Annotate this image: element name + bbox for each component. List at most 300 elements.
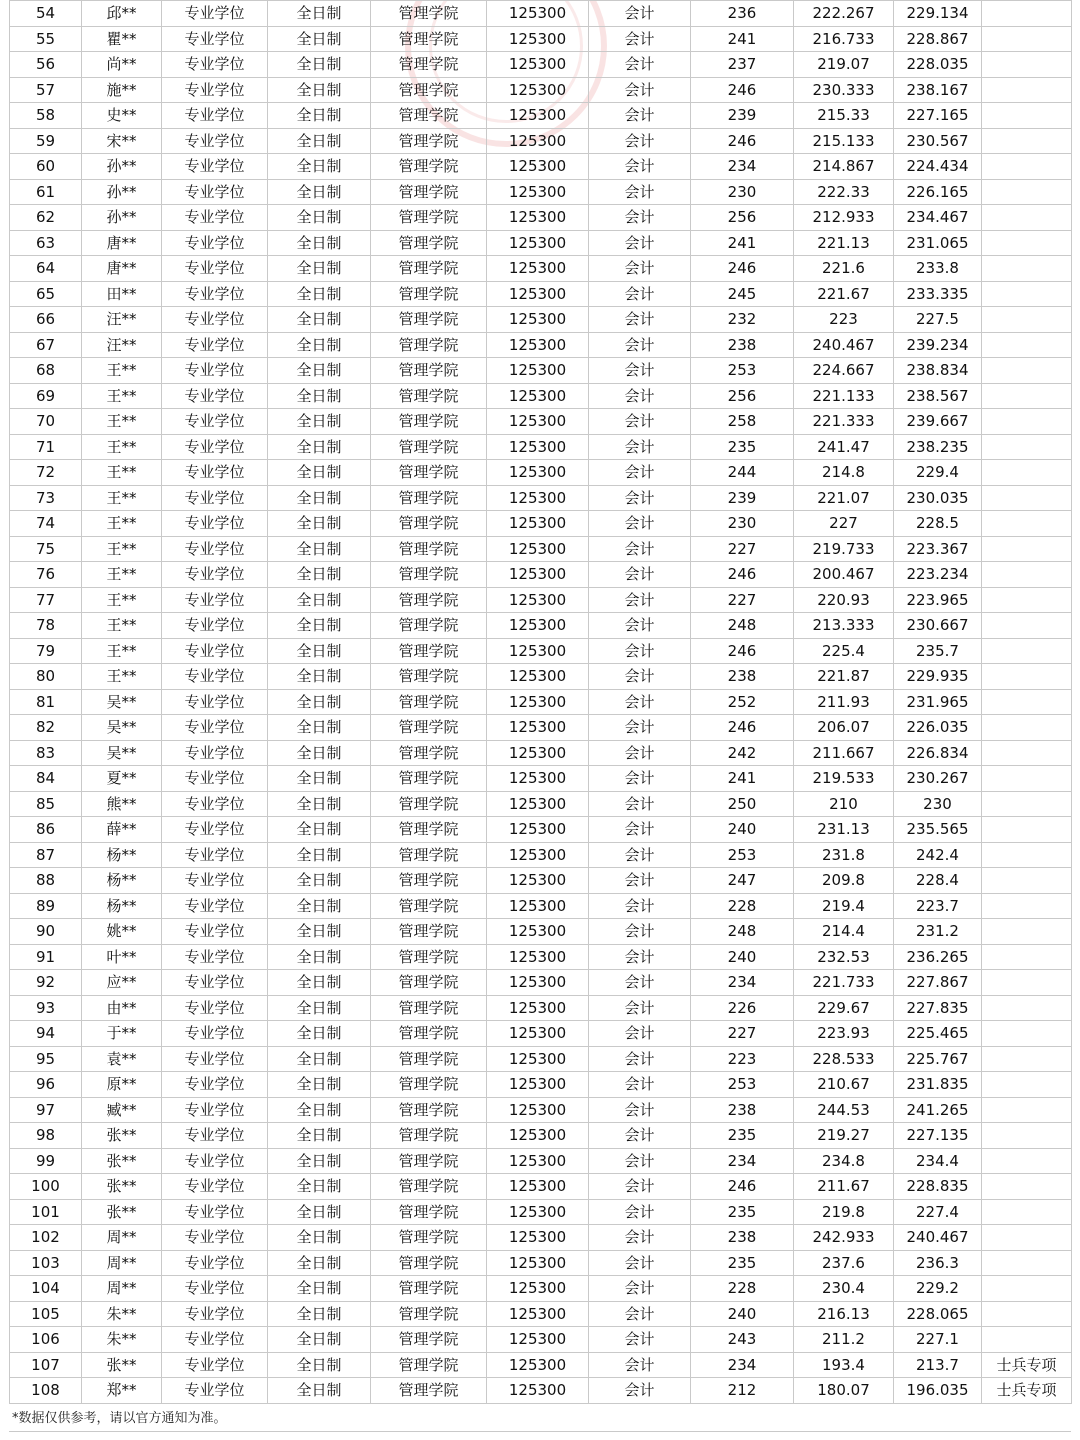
table-row [10,332,1072,358]
cell-remark [982,1,1072,27]
cell-degree-type: 专业学位 [162,1097,268,1123]
cell-school: 管理学院 [371,1123,487,1149]
cell-exam-score: 245 [691,281,794,307]
table-bottom-border [9,1431,1071,1432]
table-row [10,689,1072,715]
cell-school: 管理学院 [371,1072,487,1098]
table-row [10,1148,1072,1174]
cell-name: 史** [82,103,162,129]
cell-remark [982,179,1072,205]
table-row [10,893,1072,919]
cell-index: 83 [10,740,82,766]
table-row [10,154,1072,180]
cell-exam-score: 230 [691,179,794,205]
cell-remark [982,358,1072,384]
cell-remark [982,103,1072,129]
cell-major: 会计 [589,52,691,78]
cell-major: 会计 [589,1301,691,1327]
cell-major-code: 125300 [487,995,589,1021]
cell-remark [982,205,1072,231]
cell-name: 王** [82,664,162,690]
cell-retest-score: 221.133 [794,383,894,409]
cell-total-score: 225.465 [894,1021,982,1047]
cell-school: 管理学院 [371,179,487,205]
cell-degree-type: 专业学位 [162,715,268,741]
cell-major: 会计 [589,1250,691,1276]
cell-major: 会计 [589,919,691,945]
cell-degree-type: 专业学位 [162,230,268,256]
cell-major: 会计 [589,511,691,537]
cell-name: 张** [82,1174,162,1200]
cell-exam-score: 223 [691,1046,794,1072]
table-row [10,1174,1072,1200]
cell-major: 会计 [589,562,691,588]
cell-retest-score: 223 [794,307,894,333]
cell-school: 管理学院 [371,842,487,868]
cell-study-mode: 全日制 [268,485,371,511]
cell-exam-score: 240 [691,944,794,970]
cell-remark [982,1123,1072,1149]
cell-exam-score: 235 [691,1250,794,1276]
cell-index: 67 [10,332,82,358]
cell-major: 会计 [589,638,691,664]
cell-degree-type: 专业学位 [162,791,268,817]
cell-major-code: 125300 [487,1072,589,1098]
cell-school: 管理学院 [371,664,487,690]
cell-study-mode: 全日制 [268,1199,371,1225]
cell-retest-score: 230.4 [794,1276,894,1302]
footnote: *数据仅供参考，请以官方通知为准。 [12,1411,227,1426]
cell-study-mode: 全日制 [268,1046,371,1072]
cell-name: 孙** [82,154,162,180]
admission-score-table [9,0,1072,1404]
cell-index: 85 [10,791,82,817]
cell-school: 管理学院 [371,919,487,945]
cell-index: 68 [10,358,82,384]
cell-name: 王** [82,536,162,562]
table-row [10,52,1072,78]
cell-retest-score: 216.733 [794,26,894,52]
cell-major-code: 125300 [487,1327,589,1353]
cell-exam-score: 248 [691,919,794,945]
cell-total-score: 230.567 [894,128,982,154]
cell-school: 管理学院 [371,791,487,817]
cell-study-mode: 全日制 [268,587,371,613]
cell-major-code: 125300 [487,740,589,766]
cell-retest-score: 234.8 [794,1148,894,1174]
cell-name: 周** [82,1225,162,1251]
cell-major-code: 125300 [487,1225,589,1251]
cell-study-mode: 全日制 [268,970,371,996]
cell-major: 会计 [589,1046,691,1072]
cell-school: 管理学院 [371,715,487,741]
cell-school: 管理学院 [371,1046,487,1072]
cell-study-mode: 全日制 [268,868,371,894]
cell-index: 98 [10,1123,82,1149]
cell-total-score: 238.567 [894,383,982,409]
cell-name: 袁** [82,1046,162,1072]
cell-degree-type: 专业学位 [162,638,268,664]
cell-exam-score: 240 [691,1301,794,1327]
cell-exam-score: 234 [691,1148,794,1174]
table-row [10,664,1072,690]
cell-remark [982,919,1072,945]
cell-degree-type: 专业学位 [162,1174,268,1200]
cell-name: 邱** [82,1,162,27]
cell-total-score: 238.167 [894,77,982,103]
cell-remark [982,842,1072,868]
table-row [10,1097,1072,1123]
table-row [10,1327,1072,1353]
cell-major: 会计 [589,944,691,970]
cell-exam-score: 246 [691,1174,794,1200]
cell-major-code: 125300 [487,893,589,919]
table-row [10,205,1072,231]
cell-exam-score: 258 [691,409,794,435]
cell-major-code: 125300 [487,256,589,282]
table-row [10,868,1072,894]
cell-retest-score: 210.67 [794,1072,894,1098]
cell-degree-type: 专业学位 [162,868,268,894]
cell-retest-score: 237.6 [794,1250,894,1276]
cell-study-mode: 全日制 [268,1021,371,1047]
cell-school: 管理学院 [371,740,487,766]
cell-major-code: 125300 [487,26,589,52]
cell-exam-score: 237 [691,52,794,78]
cell-study-mode: 全日制 [268,1378,371,1404]
cell-major-code: 125300 [487,281,589,307]
cell-index: 78 [10,613,82,639]
cell-degree-type: 专业学位 [162,562,268,588]
cell-major-code: 125300 [487,358,589,384]
cell-exam-score: 246 [691,562,794,588]
cell-remark [982,1046,1072,1072]
cell-name: 原** [82,1072,162,1098]
table-row [10,1378,1072,1404]
cell-name: 薛** [82,817,162,843]
cell-exam-score: 226 [691,995,794,1021]
cell-total-score: 227.5 [894,307,982,333]
cell-study-mode: 全日制 [268,52,371,78]
cell-total-score: 223.965 [894,587,982,613]
cell-major: 会计 [589,689,691,715]
cell-index: 94 [10,1021,82,1047]
cell-index: 92 [10,970,82,996]
cell-major-code: 125300 [487,383,589,409]
cell-index: 87 [10,842,82,868]
cell-school: 管理学院 [371,944,487,970]
cell-major: 会计 [589,1352,691,1378]
cell-major-code: 125300 [487,766,589,792]
table-row [10,1021,1072,1047]
cell-remark [982,281,1072,307]
cell-name: 吴** [82,689,162,715]
cell-index: 90 [10,919,82,945]
cell-exam-score: 246 [691,256,794,282]
cell-major: 会计 [589,179,691,205]
cell-degree-type: 专业学位 [162,1327,268,1353]
cell-school: 管理学院 [371,409,487,435]
cell-total-score: 226.035 [894,715,982,741]
cell-exam-score: 227 [691,536,794,562]
cell-total-score: 236.3 [894,1250,982,1276]
cell-major: 会计 [589,868,691,894]
table-row [10,281,1072,307]
cell-remark [982,1276,1072,1302]
cell-degree-type: 专业学位 [162,1378,268,1404]
cell-study-mode: 全日制 [268,281,371,307]
cell-study-mode: 全日制 [268,256,371,282]
cell-remark [982,1148,1072,1174]
cell-degree-type: 专业学位 [162,613,268,639]
cell-total-score: 230 [894,791,982,817]
cell-name: 唐** [82,256,162,282]
cell-index: 70 [10,409,82,435]
cell-name: 张** [82,1199,162,1225]
cell-study-mode: 全日制 [268,128,371,154]
cell-degree-type: 专业学位 [162,995,268,1021]
cell-major-code: 125300 [487,817,589,843]
cell-study-mode: 全日制 [268,1276,371,1302]
cell-degree-type: 专业学位 [162,1250,268,1276]
cell-study-mode: 全日制 [268,893,371,919]
cell-exam-score: 252 [691,689,794,715]
cell-name: 应** [82,970,162,996]
cell-retest-score: 214.4 [794,919,894,945]
cell-study-mode: 全日制 [268,205,371,231]
cell-retest-score: 210 [794,791,894,817]
cell-name: 王** [82,485,162,511]
cell-exam-score: 228 [691,893,794,919]
cell-remark [982,1301,1072,1327]
cell-exam-score: 238 [691,664,794,690]
cell-remark: 士兵专项 [982,1352,1072,1378]
cell-degree-type: 专业学位 [162,1301,268,1327]
cell-total-score: 234.467 [894,205,982,231]
cell-remark: 士兵专项 [982,1378,1072,1404]
cell-major-code: 125300 [487,1199,589,1225]
cell-study-mode: 全日制 [268,664,371,690]
cell-school: 管理学院 [371,511,487,537]
cell-major: 会计 [589,893,691,919]
cell-major: 会计 [589,1072,691,1098]
cell-school: 管理学院 [371,562,487,588]
cell-major-code: 125300 [487,944,589,970]
cell-major-code: 125300 [487,409,589,435]
cell-exam-score: 239 [691,485,794,511]
cell-school: 管理学院 [371,1021,487,1047]
cell-remark [982,868,1072,894]
cell-index: 88 [10,868,82,894]
cell-exam-score: 227 [691,1021,794,1047]
cell-name: 张** [82,1148,162,1174]
cell-major-code: 125300 [487,1097,589,1123]
cell-retest-score: 220.93 [794,587,894,613]
cell-degree-type: 专业学位 [162,383,268,409]
cell-total-score: 196.035 [894,1378,982,1404]
cell-name: 姚** [82,919,162,945]
cell-retest-score: 214.867 [794,154,894,180]
cell-study-mode: 全日制 [268,179,371,205]
cell-school: 管理学院 [371,485,487,511]
cell-retest-score: 222.33 [794,179,894,205]
cell-total-score: 230.267 [894,766,982,792]
cell-remark [982,485,1072,511]
cell-index: 54 [10,1,82,27]
cell-index: 77 [10,587,82,613]
cell-degree-type: 专业学位 [162,460,268,486]
cell-school: 管理学院 [371,1352,487,1378]
cell-exam-score: 246 [691,638,794,664]
cell-major-code: 125300 [487,587,589,613]
cell-retest-score: 224.667 [794,358,894,384]
cell-total-score: 227.4 [894,1199,982,1225]
cell-name: 郑** [82,1378,162,1404]
cell-major-code: 125300 [487,791,589,817]
cell-degree-type: 专业学位 [162,154,268,180]
cell-retest-score: 206.07 [794,715,894,741]
cell-study-mode: 全日制 [268,944,371,970]
cell-school: 管理学院 [371,970,487,996]
cell-school: 管理学院 [371,817,487,843]
cell-retest-score: 240.467 [794,332,894,358]
cell-exam-score: 246 [691,128,794,154]
cell-school: 管理学院 [371,307,487,333]
cell-total-score: 228.035 [894,52,982,78]
cell-total-score: 228.835 [894,1174,982,1200]
cell-major-code: 125300 [487,1276,589,1302]
cell-degree-type: 专业学位 [162,1276,268,1302]
cell-major: 会计 [589,536,691,562]
cell-index: 82 [10,715,82,741]
cell-index: 79 [10,638,82,664]
cell-degree-type: 专业学位 [162,485,268,511]
cell-remark [982,740,1072,766]
cell-index: 106 [10,1327,82,1353]
cell-major-code: 125300 [487,205,589,231]
cell-remark [982,1021,1072,1047]
cell-school: 管理学院 [371,1250,487,1276]
cell-remark [982,536,1072,562]
cell-name: 杨** [82,842,162,868]
cell-school: 管理学院 [371,995,487,1021]
table-row [10,409,1072,435]
cell-index: 105 [10,1301,82,1327]
cell-study-mode: 全日制 [268,1072,371,1098]
cell-retest-score: 209.8 [794,868,894,894]
cell-name: 瞿** [82,26,162,52]
cell-index: 64 [10,256,82,282]
cell-study-mode: 全日制 [268,689,371,715]
cell-major: 会计 [589,154,691,180]
cell-school: 管理学院 [371,281,487,307]
cell-retest-score: 219.533 [794,766,894,792]
cell-degree-type: 专业学位 [162,307,268,333]
cell-remark [982,307,1072,333]
cell-school: 管理学院 [371,383,487,409]
cell-total-score: 223.234 [894,562,982,588]
cell-name: 张** [82,1123,162,1149]
cell-major: 会计 [589,281,691,307]
table-row [10,307,1072,333]
table-row [10,715,1072,741]
cell-school: 管理学院 [371,1301,487,1327]
cell-major: 会计 [589,409,691,435]
table-row [10,995,1072,1021]
cell-study-mode: 全日制 [268,715,371,741]
cell-remark [982,613,1072,639]
cell-exam-score: 256 [691,383,794,409]
cell-total-score: 229.2 [894,1276,982,1302]
cell-major: 会计 [589,613,691,639]
cell-major: 会计 [589,128,691,154]
cell-major: 会计 [589,715,691,741]
cell-major-code: 125300 [487,868,589,894]
cell-school: 管理学院 [371,332,487,358]
cell-major-code: 125300 [487,970,589,996]
table-row [10,1352,1072,1378]
cell-exam-score: 246 [691,715,794,741]
cell-retest-score: 214.8 [794,460,894,486]
cell-degree-type: 专业学位 [162,205,268,231]
cell-remark [982,154,1072,180]
table-body [10,1,1072,1404]
cell-exam-score: 256 [691,205,794,231]
cell-school: 管理学院 [371,154,487,180]
cell-school: 管理学院 [371,638,487,664]
cell-exam-score: 247 [691,868,794,894]
table-row [10,536,1072,562]
cell-degree-type: 专业学位 [162,842,268,868]
table-row [10,1123,1072,1149]
cell-major: 会计 [589,205,691,231]
cell-total-score: 236.265 [894,944,982,970]
cell-degree-type: 专业学位 [162,1123,268,1149]
cell-exam-score: 253 [691,358,794,384]
cell-remark [982,52,1072,78]
cell-name: 王** [82,409,162,435]
cell-retest-score: 221.6 [794,256,894,282]
cell-remark [982,1199,1072,1225]
cell-school: 管理学院 [371,536,487,562]
cell-exam-score: 238 [691,332,794,358]
cell-name: 周** [82,1276,162,1302]
cell-retest-score: 221.333 [794,409,894,435]
cell-exam-score: 246 [691,77,794,103]
cell-name: 王** [82,562,162,588]
cell-degree-type: 专业学位 [162,944,268,970]
cell-major-code: 125300 [487,842,589,868]
cell-remark [982,1072,1072,1098]
cell-exam-score: 241 [691,230,794,256]
cell-index: 60 [10,154,82,180]
cell-degree-type: 专业学位 [162,256,268,282]
cell-major-code: 125300 [487,230,589,256]
cell-degree-type: 专业学位 [162,766,268,792]
cell-retest-score: 193.4 [794,1352,894,1378]
cell-index: 89 [10,893,82,919]
cell-exam-score: 250 [691,791,794,817]
cell-index: 93 [10,995,82,1021]
cell-exam-score: 235 [691,1199,794,1225]
cell-major-code: 125300 [487,460,589,486]
cell-index: 71 [10,434,82,460]
cell-study-mode: 全日制 [268,1174,371,1200]
cell-exam-score: 212 [691,1378,794,1404]
cell-name: 田** [82,281,162,307]
cell-school: 管理学院 [371,358,487,384]
table-row [10,230,1072,256]
